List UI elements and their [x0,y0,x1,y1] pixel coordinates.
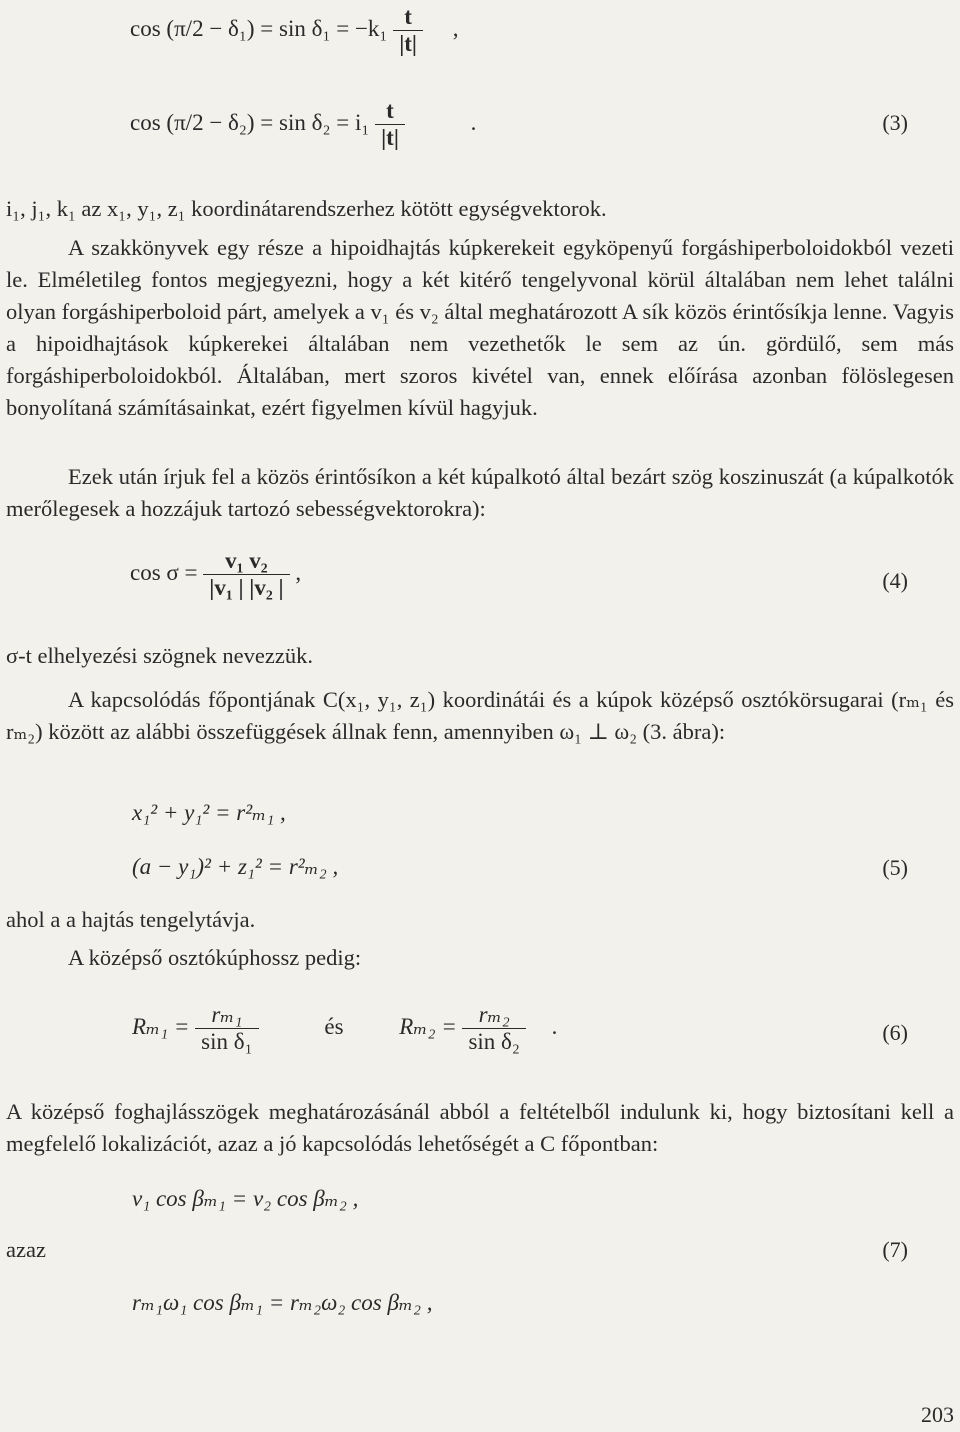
equation-number-7: (7) [882,1237,908,1262]
fraction-numerator: t [386,98,394,123]
fraction [375,98,405,151]
equation-4 [130,548,301,601]
paragraph-cosine: Ezek után írjuk fel a közös érintősíkon a két kúpalkotó által bezárt szög koszinuszát (a kúpalkotók merőlegesek a hozzájuk tartozó sebességvektorokra): [6,464,954,521]
equation-3-line-1 [130,4,458,57]
fraction-numerator: rₘ₂ [478,1002,510,1027]
eq-lhs-1: Rₘ₁ = [132,1013,190,1039]
equation-number-3: (3) [882,110,908,135]
eq-tail: , [295,559,302,585]
fraction-2 [462,1002,525,1055]
equation-7-line-1: v₁ cos βₘ₁ = v₂ cos βₘ₂ , [132,1186,359,1211]
paragraph-coordinates: A kapcsolódás főpontjának C(x₁, y₁, z₁) koordinátái és a kúpok középső osztókörsugarai (rₘ₁ és rₘ₂) között az alábbi összefüggések állnak fenn, amennyiben ω₁ ⊥ ω₂ (3. ábra): [6,687,954,744]
equation-6 [132,1002,557,1055]
eq-lhs: cos (π/2 − δ₁) = sin δ₁ = −k₁ [130,15,388,41]
equation-3-line-2 [130,98,476,151]
unit-vectors-line: i₁, j₁, k₁ az x₁, y₁, z₁ koordinátarendszerhez kötött egységvektorok. [6,196,607,221]
fraction-denominator: |t| [375,124,405,151]
fraction-numerator: t [404,4,412,29]
azaz-label: azaz [6,1237,46,1262]
eq-conjunction: és [324,1013,344,1039]
paragraph-hyperboloid: A szakkönyvek egy része a hipoidhajtás kúpkerekeit egyköpenyű forgáshiperboloidokból vezeti le. Elméletileg fontos megjegyezni, hogy a két kitérő tengelyvonal körül általában nem lehet találni olyan forgáshiperboloid párt, amelyek a v₁ és v₂ által meghatározott A sík közös érintősíkja lenne. Vagyis a hipoidhajtások kúpkerekei általában nem vezethetők le sem az ún. gördülő, sem más forgáshiperboloidokból. Általában, mert szoros kivétel van, ennek előírása azonban fölöslegesen bonyolítaná számításainkat, ezért figyelmen kívül hagyjuk. [6,235,954,420]
distance-note: ahol a a hajtás tengelytávja. [6,907,256,932]
equation-number-5: (5) [882,855,908,880]
eq-tail: , [452,15,459,41]
fraction-denominator: sin δ₂ [462,1028,525,1055]
fraction-numerator: rₘ₁ [211,1002,243,1027]
fraction-denominator: |t| [393,30,423,57]
fraction-numerator: v₁ v₂ [225,548,268,573]
eq-lhs: cos (π/2 − δ₂) = sin δ₂ = i₁ [130,109,370,135]
equation-number-4: (4) [882,568,908,593]
eq-tail: . [551,1013,558,1039]
fraction-denominator: sin δ₁ [195,1028,258,1055]
sigma-definition: σ-t elhelyezési szögnek nevezzük. [6,643,313,668]
equation-7-line-2: rₘ₁ω₁ cos βₘ₁ = rₘ₂ω₂ cos βₘ₂ , [132,1290,433,1315]
fraction-1 [195,1002,258,1055]
equation-5-line-1: x₁² + y₁² = r²ₘ₁ , [132,800,286,825]
eq-lhs: cos σ = [130,559,198,585]
fraction-denominator: |v₁ | |v₂ | [203,574,289,601]
equation-5-line-2: (a − y₁)² + z₁² = r²ₘ₂ , [132,854,339,879]
eq-tail: . [470,109,477,135]
cone-length-intro: A középső osztókúphossz pedig: [68,945,362,970]
eq-lhs-2: Rₘ₂ = [399,1013,457,1039]
equation-number-6: (6) [882,1020,908,1045]
page-number: 203 [921,1402,954,1427]
paragraph-helix-angles: A középső foghajlásszögek meghatározásánál abból a feltételből indulunk ki, hogy biztosítani kell a megfelelő lokalizációt, azaz a jó kapcsolódás lehetőségét a C főpontban: [6,1099,954,1156]
fraction [393,4,423,57]
fraction [203,548,289,601]
